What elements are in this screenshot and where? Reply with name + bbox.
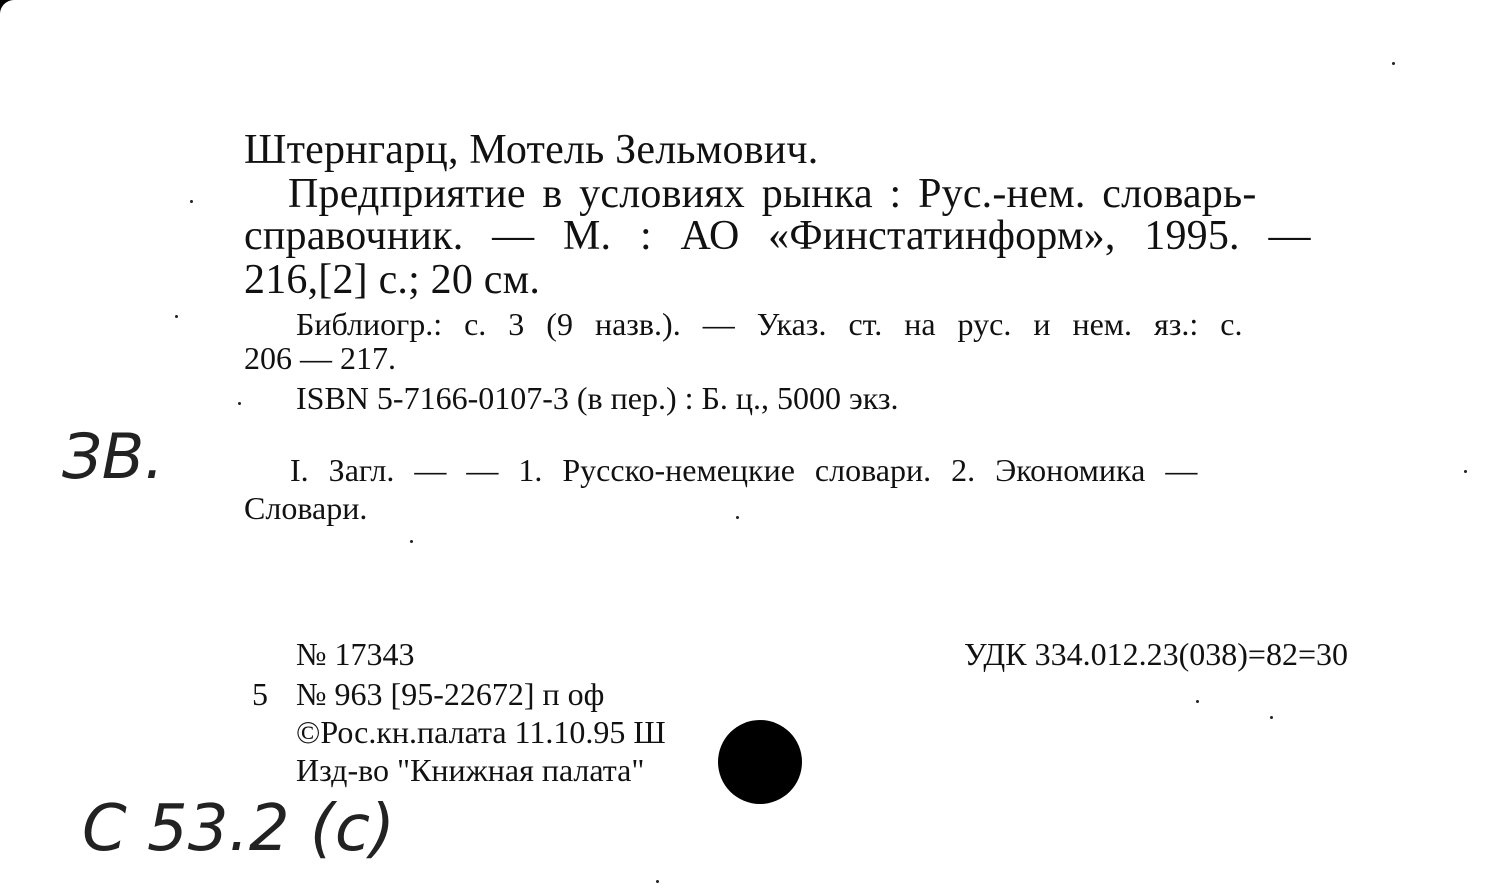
handwritten-shelf-mark: С 53.2 (с)	[82, 792, 395, 866]
scan-speck	[1270, 716, 1273, 719]
order-line: № 963 [95-22672] п оф	[296, 676, 605, 712]
scan-speck	[410, 540, 413, 543]
publisher-line: Изд-во "Книжная палата"	[296, 752, 645, 788]
bibliography-note-line-1: Библиогр.: с. 3 (9 назв.). — Указ. ст. на рус. и нем. яз.: с.	[296, 306, 1243, 342]
scan-speck	[656, 880, 659, 883]
scan-speck	[1392, 62, 1395, 65]
punch-hole	[718, 720, 802, 804]
subjects-line-2: Словари.	[244, 490, 368, 526]
record-number: № 17343	[296, 636, 415, 672]
bibliography-note-line-2: 206 — 217.	[244, 340, 396, 376]
title-line-3: 216,[2] с.; 20 см.	[244, 257, 541, 303]
udc-classification: УДК 334.012.23(038)=82=30	[964, 636, 1348, 672]
title-line-2: справочник. — М. : АО «Финстатинформ», 1995. —	[244, 213, 1311, 259]
author-heading: Штернгарц, Мотель Зельмович.	[244, 127, 819, 173]
title-line-1: Предприятие в условиях рынка : Рус.-нем. словарь-	[288, 171, 1257, 217]
scan-speck	[1464, 470, 1467, 473]
scan-speck	[736, 516, 739, 519]
scan-speck	[238, 402, 241, 405]
print-digit: 5	[252, 676, 268, 712]
isbn-line: ISBN 5-7166-0107-3 (в пер.) : Б. ц., 5000 экз.	[296, 380, 899, 416]
scan-speck	[190, 200, 193, 203]
subjects-line-1: I. Загл. — — 1. Русско-немецкие словари. 2. Экономика —	[290, 452, 1198, 488]
copyright-line: ©Рос.кн.палата 11.10.95 Ш	[296, 714, 666, 750]
handwritten-marginal-mark: ЗВ.	[62, 420, 164, 493]
scan-speck	[175, 315, 178, 318]
scan-speck	[1196, 700, 1199, 703]
